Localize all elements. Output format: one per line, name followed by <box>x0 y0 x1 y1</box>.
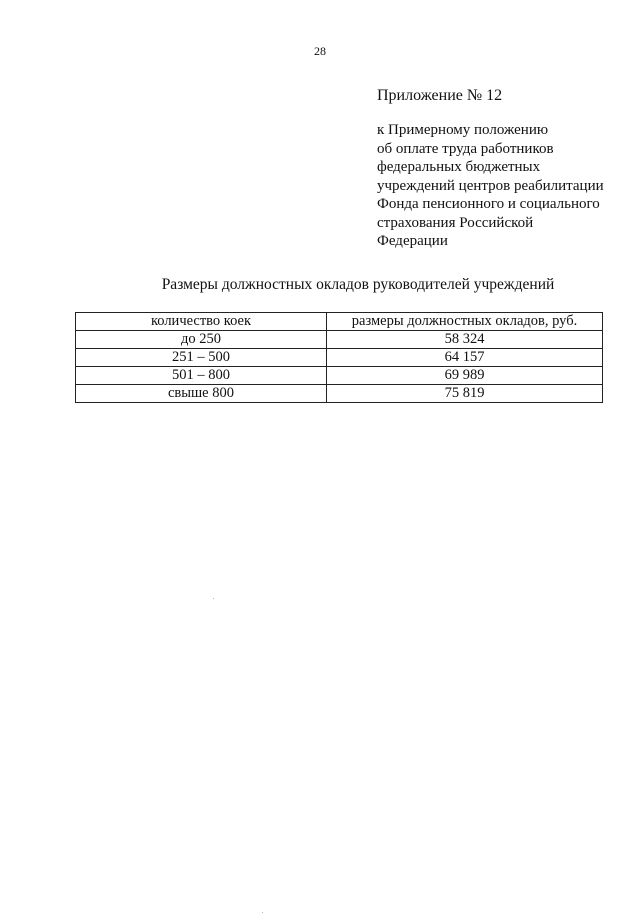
appendix-reference-line: к Примерному положению <box>377 122 549 138</box>
beds-cell: 251 – 500 <box>76 349 327 367</box>
salary-cell: 64 157 <box>327 349 603 367</box>
appendix-reference-line: Фонда пенсионного и социального <box>377 196 600 212</box>
table-row <box>76 331 603 349</box>
page-number: 28 <box>314 44 326 58</box>
beds-cell: до 250 <box>76 331 327 349</box>
salary-cell: 75 819 <box>327 385 603 403</box>
appendix-reference <box>377 121 604 251</box>
scan-speck <box>213 598 214 599</box>
appendix-reference-line: Федерации <box>377 233 448 249</box>
salary-table <box>75 312 603 403</box>
column-header-beds: количество коек <box>76 313 327 331</box>
table-row <box>76 367 603 385</box>
appendix-title: Приложение № 12 <box>377 87 503 104</box>
table-row <box>76 349 603 367</box>
scan-speck <box>262 912 263 913</box>
salary-cell: 58 324 <box>327 331 603 349</box>
beds-cell: свыше 800 <box>76 385 327 403</box>
appendix-reference-line: об оплате труда работников <box>377 140 554 157</box>
table-header-row <box>76 313 603 331</box>
appendix-reference-line: учреждений центров реабилитации <box>377 177 604 194</box>
appendix-reference-line: страхования Российской <box>377 214 534 231</box>
table-title: Размеры должностных окладов руководителей учреждений <box>161 276 555 293</box>
table-row <box>76 385 603 403</box>
column-header-salary: размеры должностных окладов, руб. <box>327 313 603 331</box>
appendix-reference-line: федеральных бюджетных <box>377 159 541 175</box>
beds-cell: 501 – 800 <box>76 367 327 385</box>
salary-cell: 69 989 <box>327 367 603 385</box>
